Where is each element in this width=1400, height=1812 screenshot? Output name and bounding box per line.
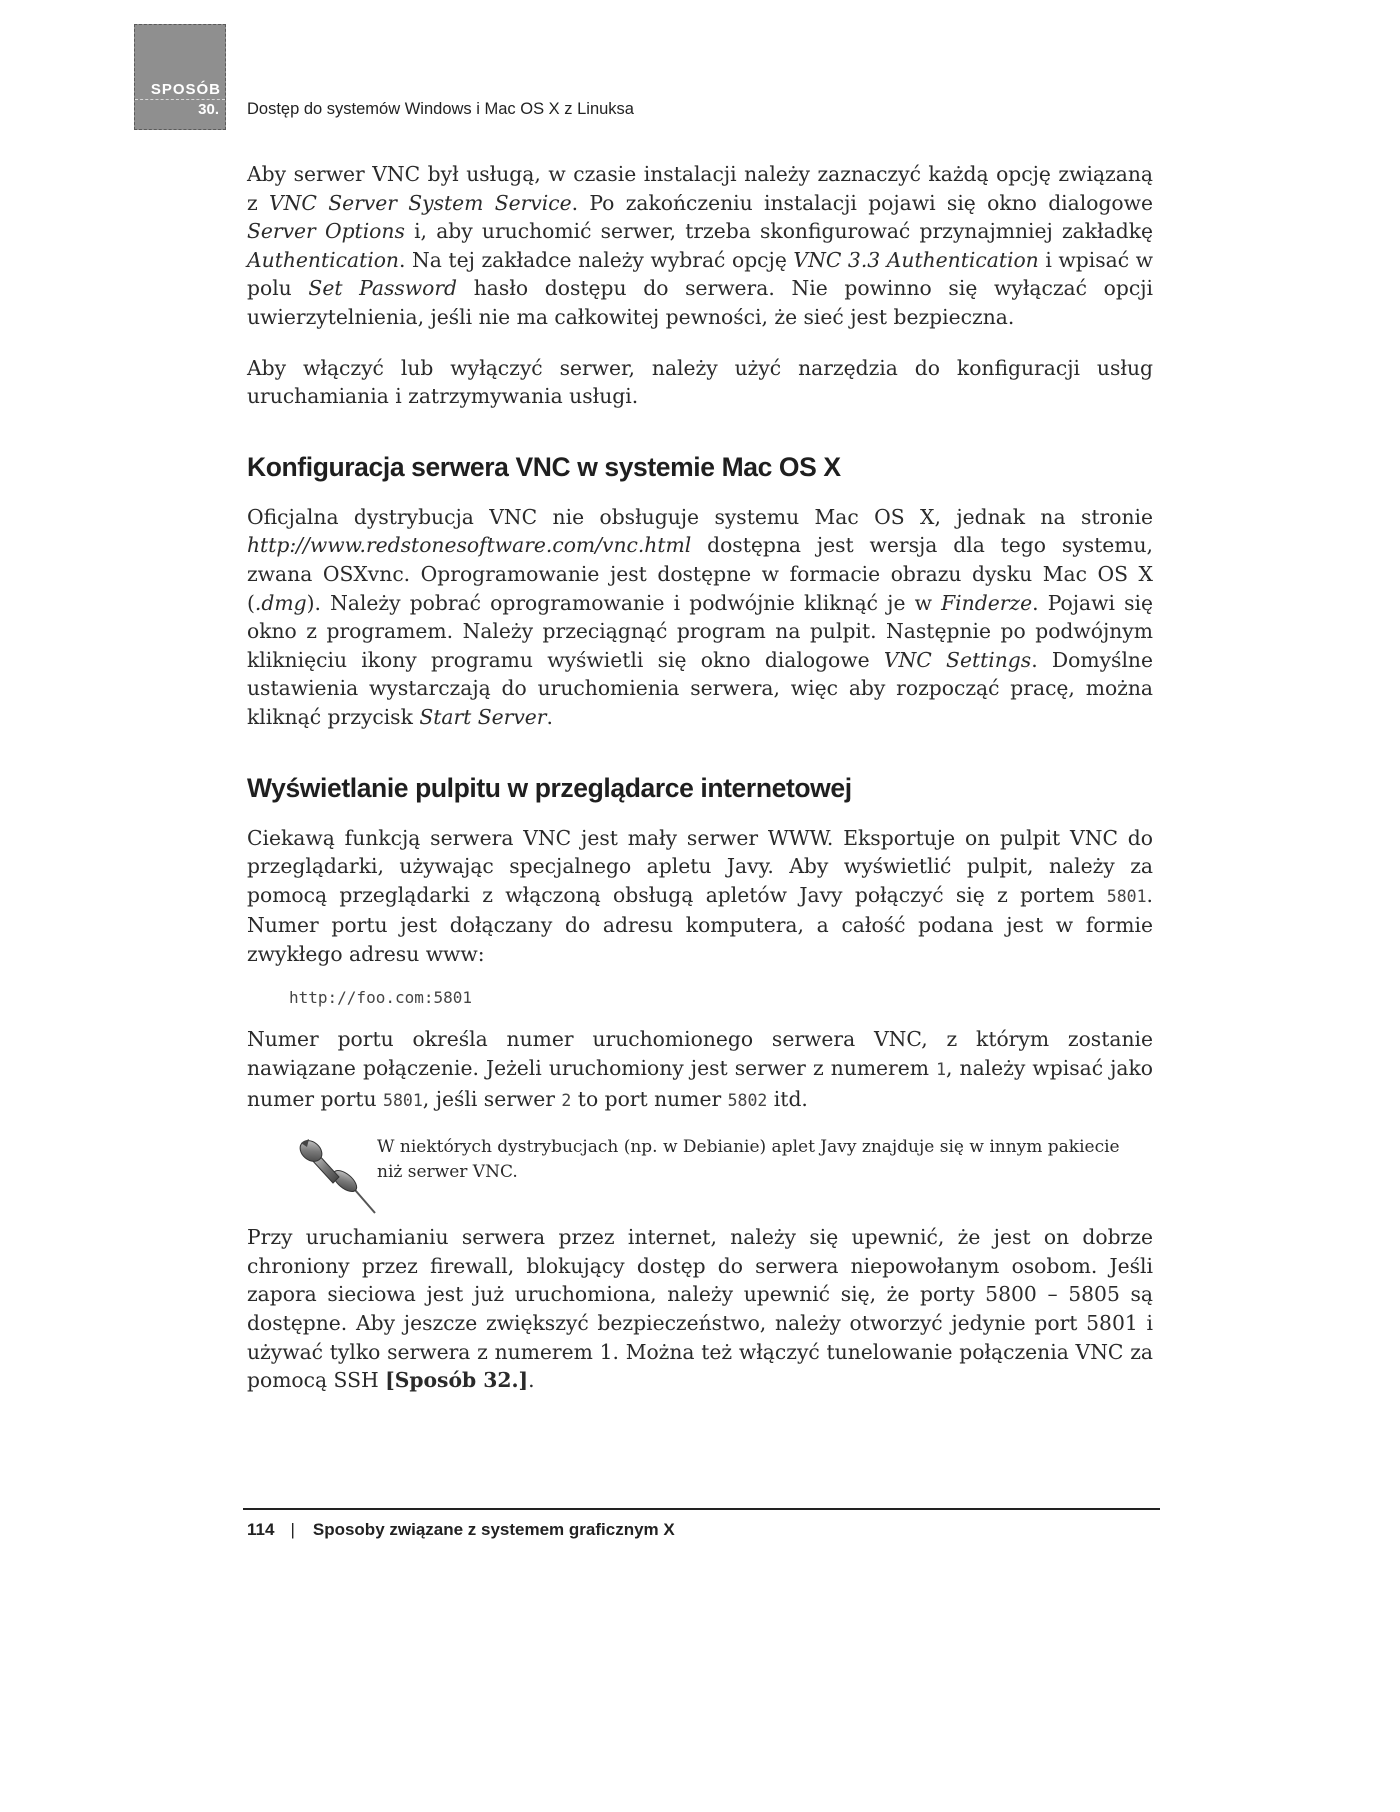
section-tab — [134, 24, 226, 130]
running-head: Dostęp do systemów Windows i Mac OS X z Linuksa — [247, 100, 634, 118]
footer-title: Sposoby związane z systemem graficznym X — [312, 1520, 675, 1539]
section-heading-browser: Wyświetlanie pulpitu w przeglądarce internetowej — [247, 772, 852, 803]
tab-word: SPOSÓB — [150, 81, 221, 98]
note-box — [247, 1133, 1153, 1223]
thumbtack-icon — [287, 1133, 387, 1217]
footer-rule — [243, 1508, 1160, 1510]
paragraph-2: Aby włączyć lub wyłączyć serwer, należy użyć narzędzia do konfiguracji usług uruchamiania i zatrzymywania usługi. — [247, 355, 1153, 409]
tab-number: 30. — [198, 101, 219, 118]
footer-separator: | — [290, 1520, 295, 1539]
paragraph-6: Przy uruchamianiu serwera przez internet, należy się upewnić, że jest on dobrze chroniony przez firewall, blokujący dostęp do serwera niepowołanym osobom. Jeśli zapora sieciowa jest już uruchomiona, należy upewnić się, że porty 5800 – 5805 są dostępne. Aby jeszcze zwiększyć bezpieczeństwo, należy otworzyć jedynie port 5801 i używać tylko serwera z numerem 1. Można też włączyć tunelowanie połączenia VNC za pomocą SSH [Sposób 32.]. — [247, 1225, 1153, 1393]
tab-divider — [135, 99, 225, 100]
cross-reference: [Sposób 32.] — [385, 1368, 529, 1393]
page-body — [247, 160, 1153, 1395]
page-footer — [247, 1520, 675, 1540]
url-code-block: http://foo.com:5801 — [289, 988, 473, 1008]
paragraph-4: Ciekawą funkcją serwera VNC jest mały serwer WWW. Eksportuje on pulpit VNC do przeglądarki, używając specjalnego apletu Javy. Aby wyświetlić pulpit, należy za pomocą przeglądarki z włączoną obsługą apletów Javy połączyć się z portem 5801. Numer portu jest dołączany do adresu komputera, a całość podana jest w formie zwykłego adresu www: — [247, 825, 1153, 966]
paragraph-5: Numer portu określa numer uruchomionego serwera VNC, z którym zostanie nawiązane połączenie. Jeżeli uruchomiony jest serwer z numerem 1, należy wpisać jako numer portu 5801, jeśli serwer 2 to port numer 5802 itd. — [247, 1027, 1154, 1111]
section-heading-macos: Konfiguracja serwera VNC w systemie Mac OS X — [247, 451, 841, 482]
paragraph-1: Aby serwer VNC był usługą, w czasie instalacji należy zaznaczyć każdą opcję związaną z VNC Server System Service. Po zakończeniu instalacji pojawi się okno dialogowe Server Options i, aby uruchomić serwer, trzeba skonfigurować przynajmniej zakładkę Authentication. Na tej zakładce należy wybrać opcję VNC 3.3 Authentication i wpisać w polu Set Password hasło dostępu do serwera. Nie powinno się wyłączać opcji uwierzytelnienia, jeśli nie ma całkowitej pewności, że sieć jest bezpieczna. — [247, 162, 1154, 329]
note-text: W niektórych dystrybucjach (np. w Debianie) aplet Javy znajduje się w innym pakiecie niż serwer VNC. — [377, 1137, 1120, 1183]
page-number: 114 — [247, 1520, 275, 1539]
paragraph-3: Oficjalna dystrybucja VNC nie obsługuje systemu Mac OS X, jednak na stronie http://www.redstonesoftware.com/vnc.html dostępna jest wersja dla tego systemu, zwana OSXvnc. Oprogramowanie jest dostępne w formacie obrazu dysku Mac OS X (.dmg). Należy pobrać oprogramowanie i podwójnie kliknąć je w Finderze. Pojawi się okno z programem. Należy przeciągnąć program na pulpit. Następnie po podwójnym kliknięciu ikony programu wyświetli się okno dialogowe VNC Settings. Domyślne ustawienia wystarczają do uruchomienia serwera, więc aby rozpocząć pracę, można kliknąć przycisk Start Server. — [247, 504, 1154, 729]
port-code: 5801 — [1106, 886, 1147, 906]
